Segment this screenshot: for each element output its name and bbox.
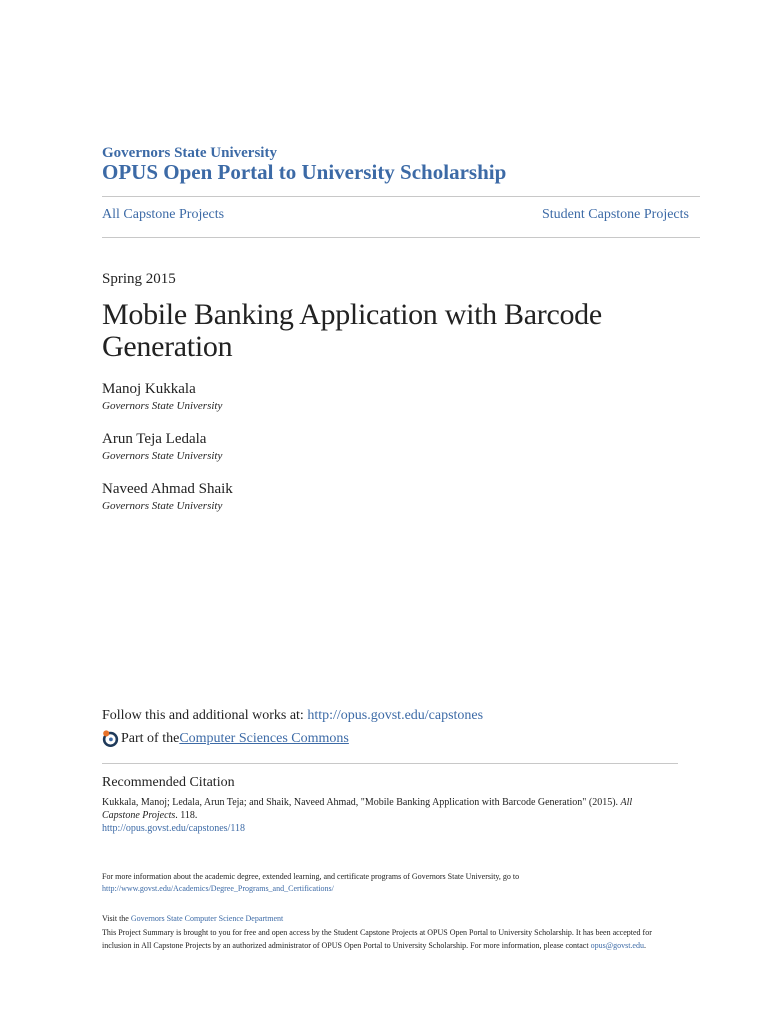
publication-season: Spring 2015 <box>102 271 176 287</box>
author-affiliation: Governors State University <box>102 450 223 462</box>
divider-citation <box>102 763 678 764</box>
summary-body: This Project Summary is brought to you for free and open access by the Student Capstone Projects at OPUS Open Portal to University Scholarship. It has been accepted for inclusion in All Capstone Projects by an authorized administrator of OPUS Open Portal to University Scholarship. For more information, please contact <box>102 928 652 950</box>
university-name[interactable]: Governors State University <box>102 145 277 161</box>
author-name: Arun Teja Ledala <box>102 431 207 447</box>
citation-url-link[interactable]: http://opus.govst.edu/capstones/118 <box>102 823 245 834</box>
recommended-citation-heading: Recommended Citation <box>102 775 235 790</box>
author-name: Naveed Ahmad Shaik <box>102 481 233 497</box>
more-info-text: For more information about the academic degree, extended learning, and certificate programs of Governors State University, go to <box>102 872 520 881</box>
degree-programs-link[interactable]: http://www.govst.edu/Academics/Degree_Programs_and_Certifications/ <box>102 884 334 893</box>
author-name: Manoj Kukkala <box>102 381 196 397</box>
part-of-label: Part of the <box>121 730 180 746</box>
visit-line <box>102 913 662 925</box>
divider-nav <box>102 237 700 238</box>
all-capstone-projects-link[interactable]: All Capstone Projects <box>102 207 225 222</box>
citation-body: Kukkala, Manoj; Ledala, Arun Teja; and Shaik, Naveed Ahmad, "Mobile Banking Application with Barcode Generation" (2015). <box>102 797 621 808</box>
author-affiliation: Governors State University <box>102 400 223 412</box>
citation-number: . 118. <box>175 810 198 821</box>
student-capstone-projects-link[interactable]: Student Capstone Projects <box>542 207 689 222</box>
citation-text <box>102 796 662 822</box>
divider-top <box>102 196 700 197</box>
portal-name[interactable]: OPUS Open Portal to University Scholarship <box>102 160 507 184</box>
commons-logo-icon <box>102 730 119 747</box>
paper-title: Mobile Banking Application with Barcode Generation <box>102 298 602 363</box>
visit-label: Visit the <box>102 914 131 923</box>
capstones-url-link[interactable]: http://opus.govst.edu/capstones <box>307 708 484 723</box>
summary-end: . <box>643 941 646 950</box>
follow-line <box>102 708 483 724</box>
contact-email-link[interactable]: opus@govst.edu <box>590 941 644 950</box>
part-of-line <box>102 730 349 747</box>
author-affiliation: Governors State University <box>102 500 223 512</box>
cs-department-link[interactable]: Governors State Computer Science Department <box>130 914 284 923</box>
citation-series: All Capstone Projects <box>102 797 633 821</box>
follow-label: Follow this and additional works at: <box>102 708 308 723</box>
computer-sciences-commons-link[interactable]: Computer Sciences Commons <box>179 730 349 746</box>
project-summary-text <box>102 926 662 952</box>
